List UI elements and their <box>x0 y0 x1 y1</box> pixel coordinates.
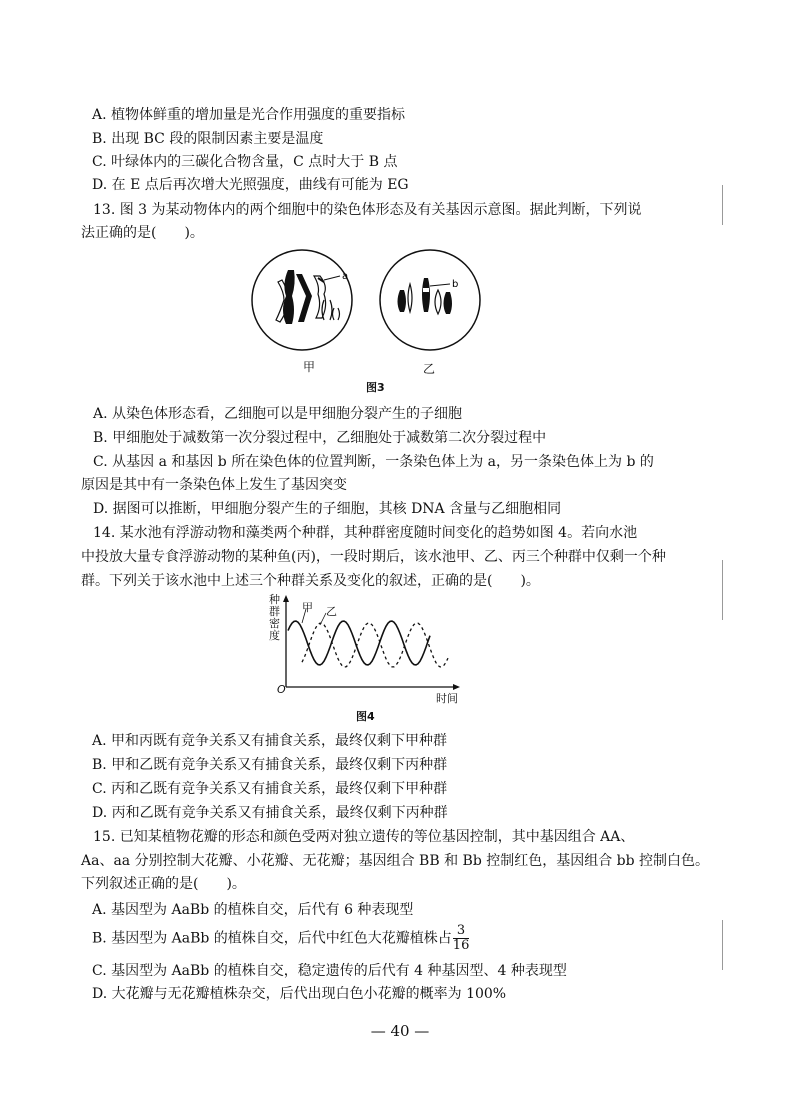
gene-a-pointer <box>324 276 340 280</box>
q12-option-c: C. 叶绿体内的三碳化合物含量，C 点时大于 B 点 <box>92 154 398 170</box>
q14-stem-line3: 群。下列关于该水池中上述三个种群关系及变化的叙述，正确的是( )。 <box>81 573 540 589</box>
q13-stem-line1: 13. 图 3 为某动物体内的两个细胞中的染色体形态及有关基因示意图。据此判断，下列说 <box>93 202 642 218</box>
q13-option-d: D. 据图可以推断，甲细胞分裂产生的子细胞，其核 DNA 含量与乙细胞相同 <box>93 501 562 517</box>
q14-option-d: D. 丙和乙既有竞争关系又有捕食关系，最终仅剩下丙种群 <box>92 805 448 821</box>
margin-mark <box>722 920 723 970</box>
q15-stem-line1: 15. 已知某植物花瓣的形态和颜色受两对独立遗传的等位基因控制，其中基因组合 AA、 <box>93 829 635 845</box>
figure-3-cells <box>250 248 490 354</box>
chromosome <box>333 308 340 320</box>
q14-option-c: C. 丙和乙既有竞争关系又有捕食关系，最终仅剩下甲种群 <box>92 781 448 797</box>
page-number: — 40 — <box>370 1022 430 1040</box>
series-yi-label: 乙 <box>326 605 337 618</box>
figure-4-ylabel: 种 群 密 度 <box>269 593 280 642</box>
q15-option-a: A. 基因型为 AaBb 的植株自交，后代有 6 种表现型 <box>92 902 414 918</box>
q15-stem-line2: Aa、aa 分别控制大花瓣、小花瓣、无花瓣；基因组合 BB 和 Bb 控制红色，基因组合 bb 控制白色。 <box>81 853 710 869</box>
q12-option-b: B. 出现 BC 段的限制因素主要是温度 <box>92 131 324 147</box>
y-axis-arrow <box>283 595 289 602</box>
figure-4-caption: 图4 <box>356 710 375 723</box>
q15-stem-line3: 下列叙述正确的是( )。 <box>81 876 246 892</box>
q12-option-d: D. 在 E 点后再次增大光照强度，曲线有可能为 EG <box>92 177 409 193</box>
gene-b-label: b <box>452 279 459 290</box>
series-jia-label: 甲 <box>302 601 313 614</box>
chromosome <box>296 274 312 322</box>
q13-option-c: C. 从基因 a 和基因 b 所在染色体的位置判断，一条染色体上为 a，另一条染色体上为 b 的 <box>93 454 654 470</box>
chromosome <box>422 278 430 312</box>
chromosome <box>283 270 295 324</box>
cell-yi-label: 乙 <box>423 362 436 376</box>
q13-option-b: B. 甲细胞处于减数第一次分裂过程中，乙细胞处于减数第二次分裂过程中 <box>93 430 547 446</box>
figure-4-origin: O <box>277 683 286 696</box>
q14-option-a: A. 甲和丙既有竞争关系又有捕食关系，最终仅剩下甲种群 <box>92 733 448 749</box>
chromosome <box>408 284 412 312</box>
q12-option-a: A. 植物体鲜重的增加量是光合作用强度的重要指标 <box>92 107 406 123</box>
chromosome-band <box>423 288 429 292</box>
q14-option-b: B. 甲和乙既有竞争关系又有捕食关系，最终仅剩下丙种群 <box>92 757 448 773</box>
q15-option-b-text: B. 基因型为 AaBb 的植株自交，后代中红色大花瓣植株占 <box>92 930 452 947</box>
cell-jia-label: 甲 <box>303 360 316 374</box>
margin-mark <box>722 185 723 225</box>
cell-yi <box>380 250 480 350</box>
chromosome <box>444 292 453 314</box>
q14-stem-line1: 14. 某水池有浮游动物和藻类两个种群，其种群密度随时间变化的趋势如图 4。若向水池 <box>93 525 638 541</box>
chromosome <box>398 290 407 312</box>
chromosome <box>322 300 332 320</box>
gene-a-label: a <box>342 271 349 282</box>
margin-mark <box>722 560 723 620</box>
q15-option-c: C. 基因型为 AaBb 的植株自交，稳定遗传的后代有 4 种基因型、4 种表现型 <box>92 963 567 979</box>
cell-jia <box>252 250 352 350</box>
q13-stem-line2: 法正确的是( )。 <box>81 225 204 241</box>
figure-3-caption: 图3 <box>366 381 385 394</box>
gene-b-pointer <box>430 284 450 286</box>
chromosome <box>314 276 326 318</box>
q15-option-b <box>92 924 469 953</box>
q13-option-c-cont: 原因是其中有一条染色体上发生了基因突变 <box>81 477 347 493</box>
q15-option-b-fraction: $\frac{3}{16}$ <box>452 923 470 953</box>
q15-option-d: D. 大花瓣与无花瓣植株杂交，后代出现白色小花瓣的概率为 100% <box>92 986 507 1002</box>
figure-4-xlabel: 时间 <box>436 692 458 705</box>
q14-stem-line2: 中投放大量专食浮游动物的某种鱼(丙)，一段时期后，该水池甲、乙、丙三个种群中仅剩一个种 <box>81 549 666 565</box>
chromosome <box>435 290 441 314</box>
q13-option-a: A. 从染色体形态看，乙细胞可以是甲细胞分裂产生的子细胞 <box>93 406 463 422</box>
